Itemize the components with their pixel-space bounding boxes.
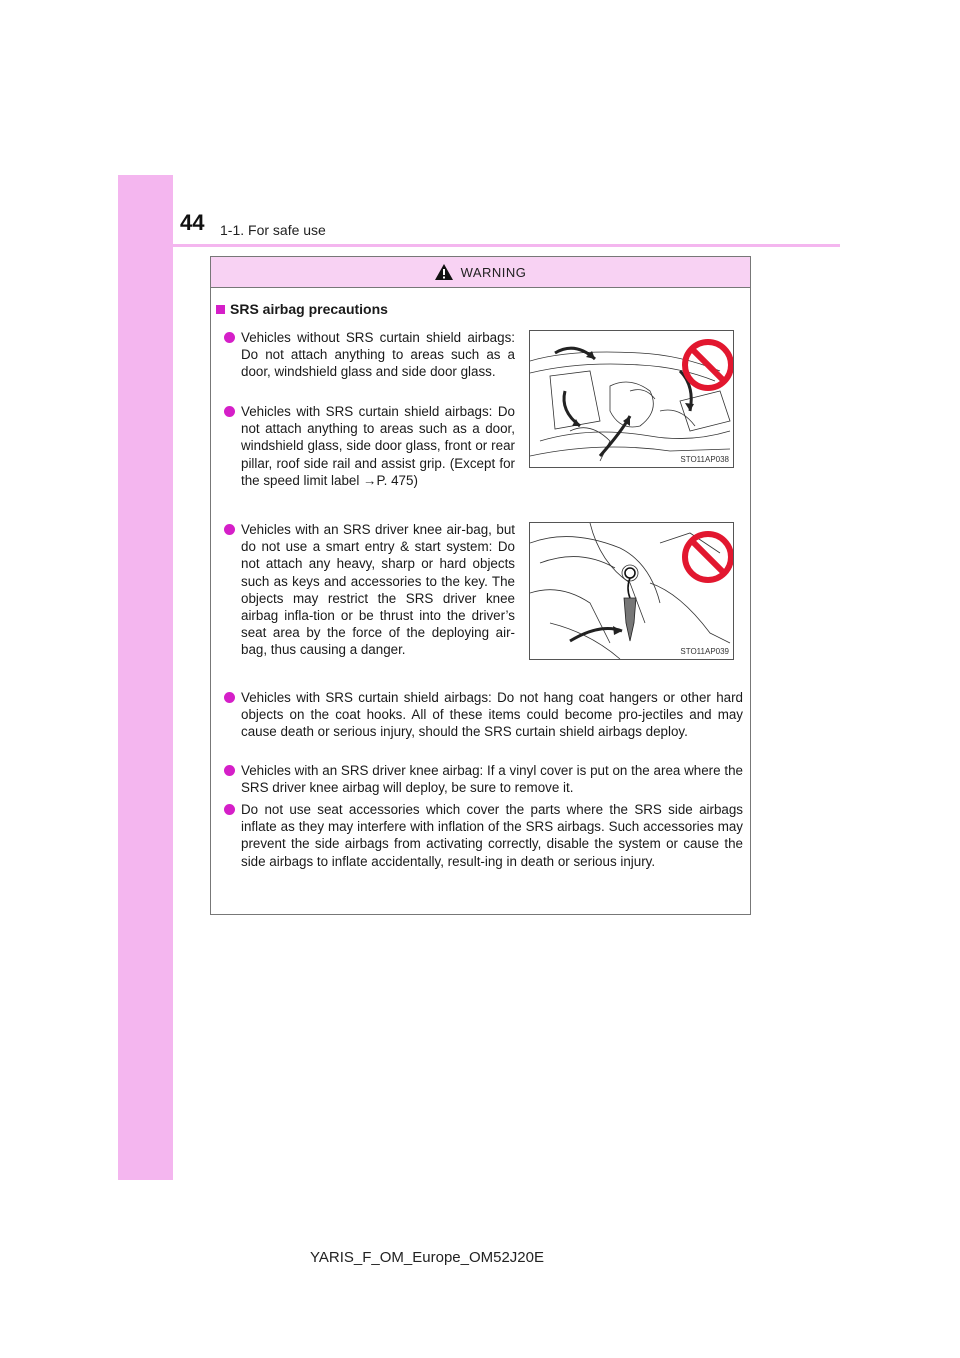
list-item <box>224 801 743 870</box>
illustration-windshield-airbag-areas <box>529 330 734 468</box>
subheading-text: SRS airbag precautions <box>230 301 388 317</box>
bullet-dot-icon <box>224 524 235 535</box>
car-interior-drawing <box>530 331 733 467</box>
list-item <box>224 403 515 489</box>
square-bullet-icon <box>216 305 225 314</box>
illustration-key-knee-airbag <box>529 522 734 660</box>
list-item <box>224 762 743 796</box>
item-text: Vehicles without SRS curtain shield airbags: Do not attach anything to areas such as a door, windshield glass and side door glass. <box>241 330 515 380</box>
bullet-dot-icon <box>224 692 235 703</box>
bullet-dot-icon <box>224 804 235 815</box>
list-item <box>224 329 515 381</box>
item-text: Vehicles with SRS curtain shield airbags: Do not attach anything to areas such as a door, windshield glass, side door glass, front or rear pillar, roof side rail and assist grip. (Except for the speed limit label →P. 475) <box>241 404 515 488</box>
warning-title: WARNING <box>460 264 527 280</box>
warning-box <box>210 256 751 915</box>
figure-code: STO11AP039 <box>680 647 729 656</box>
list-item <box>224 689 743 741</box>
bullet-dot-icon <box>224 332 235 343</box>
section-subheading <box>216 301 388 317</box>
page-number: 44 <box>180 210 205 235</box>
bullet-dot-icon <box>224 406 235 417</box>
item-text: Vehicles with an SRS driver knee air-bag, but do not use a smart entry & start system: Do not attach any heavy, sharp or hard objects such as keys and accessories to the key. The objects may restrict the SRS driver knee airbag infla-tion or be thrust into the driver’s seat area by the force of the deploying air-bag, thus causing a danger. <box>241 522 515 658</box>
section-title: 1-1. For safe use <box>220 222 326 238</box>
list-item <box>224 521 515 659</box>
steering-column-drawing <box>530 523 733 659</box>
warning-header <box>211 257 750 288</box>
header-rule <box>173 244 840 247</box>
item-text: Do not use seat accessories which cover the parts where the SRS side airbags inflate as they may interfere with inflation of the SRS airbags. Such accessories may prevent the side airbags from activating correctly, disable the system or cause the side airbags to inflate accidentally, result-ing in death or serious injury. <box>241 802 743 869</box>
bullet-dot-icon <box>224 765 235 776</box>
side-color-band <box>118 175 173 1180</box>
document-code: YARIS_F_OM_Europe_OM52J20E <box>310 1249 545 1266</box>
warning-triangle-icon <box>435 264 453 280</box>
item-text: Vehicles with SRS curtain shield airbags: Do not hang coat hangers or other hard objects on the coat hooks. All of these items could become pro-jectiles and may cause death or serious injury, should the SRS curtain shield airbags deploy. <box>241 690 743 740</box>
item-text: Vehicles with an SRS driver knee airbag: If a vinyl cover is put on the area where the SRS driver knee airbag will deploy, be sure to remove it. <box>241 763 743 796</box>
figure-code: STO11AP038 <box>680 455 729 464</box>
